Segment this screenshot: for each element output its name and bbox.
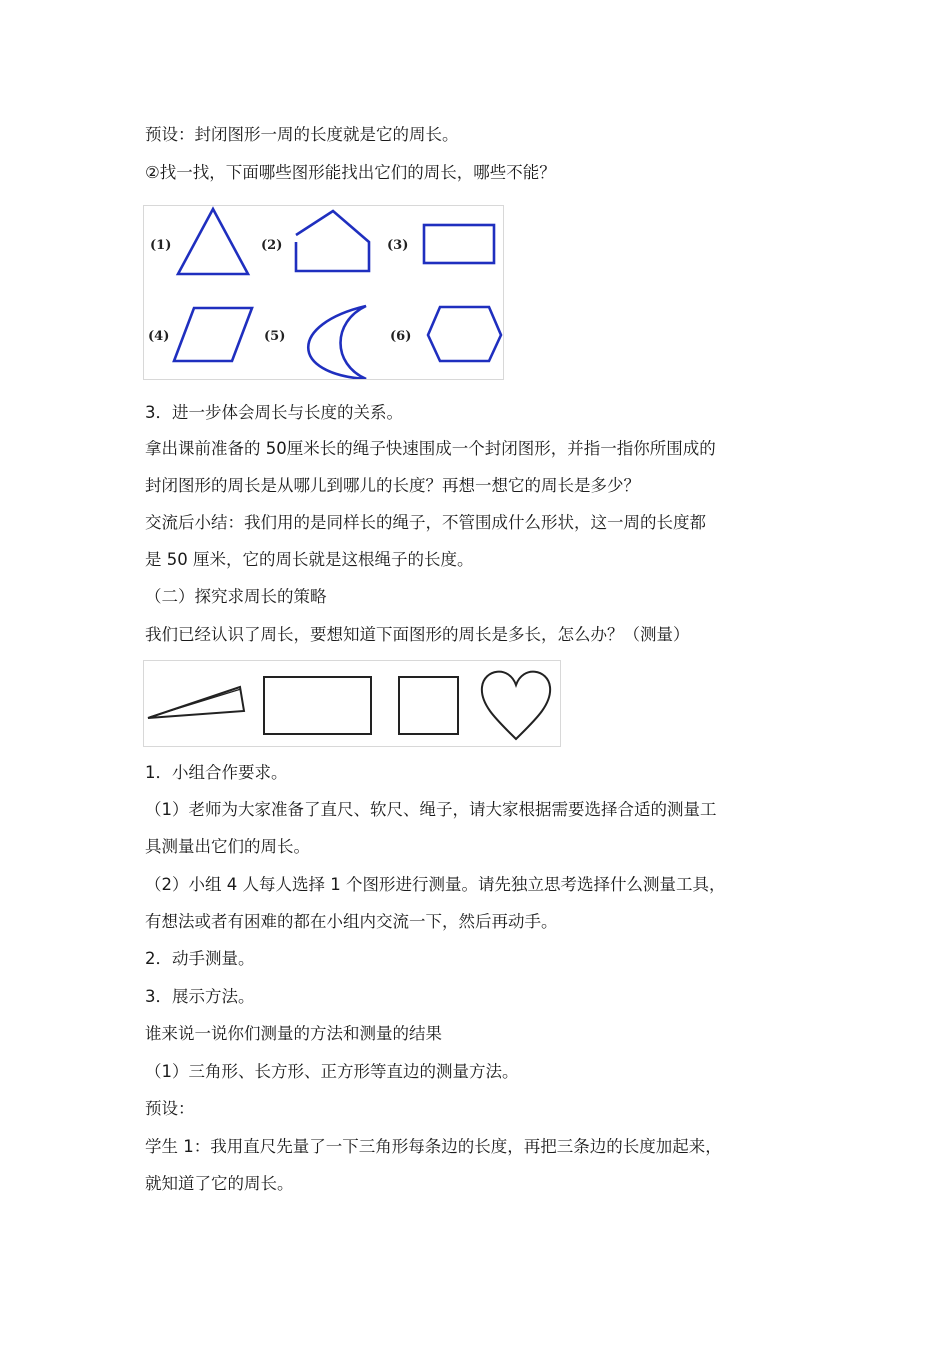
shape-label: (6) [390,329,412,344]
text-line: 具测量出它们的周长。 [145,837,310,856]
text-line: 3．展示方法。 [145,987,255,1006]
text-line: （1）三角形、长方形、正方形等直边的测量方法。 [145,1062,519,1081]
square-shape [399,677,458,734]
text-line: （2）小组 4 人每人选择 1 个图形进行测量。请先独立思考选择什么测量工具， [145,875,726,894]
shape-label: (2) [261,238,283,253]
text-line: ②找一找，下面哪些图形能找出它们的周长，哪些不能？ [145,163,556,182]
text-line: 2．动手测量。 [145,949,255,968]
text-line: 有想法或者有困难的都在小组内交流一下，然后再动手。 [145,912,558,931]
text-line: 就知道了它的周长。 [145,1174,294,1193]
text-line: 拿出课前准备的 50厘米长的绳子快速围成一个封闭图形，并指一指你所围成的 [145,439,716,458]
triangle-shape [178,209,248,274]
shape-label: (1) [150,238,172,253]
rectangle-shape [264,677,371,734]
text-line: 我们已经认识了周长，要想知道下面图形的周长是多长，怎么办？（测量） [145,625,690,644]
text-line: 3．进一步体会周长与长度的关系。 [145,403,403,422]
shapes-figure [143,205,504,380]
text-line: 预设：封闭图形一周的长度就是它的周长。 [145,125,459,144]
text-line: 学生 1：我用直尺先量了一下三角形每条边的长度，再把三条边的长度加起来， [145,1137,722,1156]
heart-shape [482,672,550,739]
crescent-shape [308,306,366,379]
text-line: （1）老师为大家准备了直尺、软尺、绳子，请大家根据需要选择合适的测量工 [145,800,717,819]
text-line: 交流后小结：我们用的是同样长的绳子，不管围成什么形状，这一周的长度都 [145,513,706,532]
open-pentagon-shape [296,211,369,271]
text-line: 谁来说一说你们测量的方法和测量的结果 [145,1024,442,1043]
parallelogram-shape [174,308,252,361]
text-line: 是 50 厘米，它的周长就是这根绳子的长度。 [145,550,474,569]
rectangle-shape [424,225,494,263]
text-line: （二）探究求周长的策略 [145,587,327,606]
measure-shapes-figure [143,660,561,747]
hexagon-shape [428,307,501,361]
shape-label: (3) [387,238,409,253]
shape-label: (5) [264,329,286,344]
text-line: 封闭图形的周长是从哪儿到哪儿的长度？再想一想它的周长是多少？ [145,476,640,495]
shape-label: (4) [148,329,170,344]
text-line: 1．小组合作要求。 [145,763,288,782]
text-line: 预设： [145,1099,195,1118]
